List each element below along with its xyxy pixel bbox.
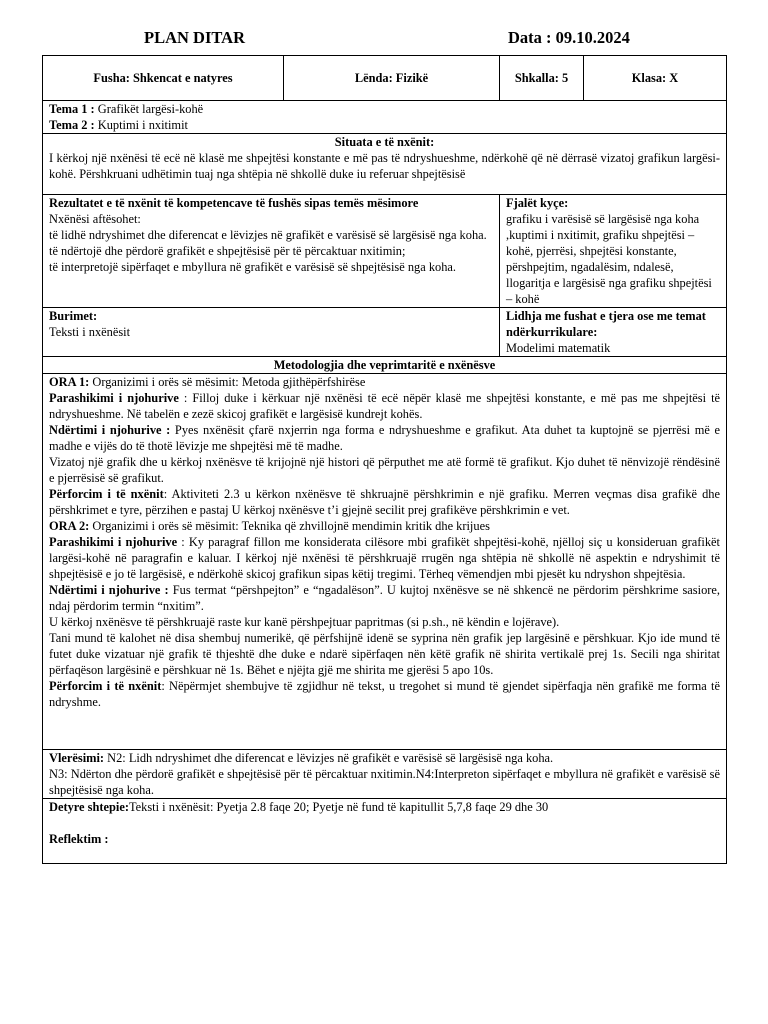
fjalet-text: grafiku i varësisë së largësisë nga koha ,kuptimi i nxitimit, grafiku shpejtësi – kohë, pjerrësi, shpejtësi konstante, përshpejtim, ngadalësim, ndalesë, llogaritja e largësisë nga grafiku shpejtësi – kohë — [506, 212, 712, 306]
tema-row — [43, 101, 727, 134]
rezultatet-line: të interpretojë sipërfaqet e mbyllura në grafikët e varësisë së shpejtësisë nga koha. — [49, 260, 457, 274]
metodologjia-paragraph: Përforcim i të nxënit: Aktiviteti 2.3 u kërkon nxënësve të shkruajnë përshkrimin e një grafiku. Merren veçmas disa grafikë dhe përshkrimet e tyre, përzihen e pastaj U kërkoj nxënësve t’i gjejnë secilit prej grafikëve përshkrimin e vet. — [49, 487, 720, 517]
burimet-text: Teksti i nxënësit — [49, 325, 131, 339]
document-date: Data : 09.10.2024 — [508, 28, 630, 47]
metodologjia-paragraph: Parashikimi i njohurive : Ky paragraf fillon me konsiderata cilësore mbi grafikët shpejtësi-kohë, njëlloj siç u konsideruan grafikët largësi-kohë në paragrafin e kaluar. I kërkoj një nxënësi të përshkruajë rrugën nga shtëpia në shkollë në aspektin e ndryshimit të shpejtësisë e jo të largësisë, e ndërkohë skicoj grafikun sipas këtij tregimi. Tërheq vëmendjen mbi pjesët ku ndryshon shpejtësia. — [49, 535, 721, 581]
fjalet-heading: Fjalët kyçe: — [506, 196, 569, 210]
rezultatet-cell — [43, 195, 500, 308]
lidhja-cell — [500, 308, 727, 357]
rezultatet-heading: Rezultatet e të nxënit të kompetencave të fushës sipas temës mësimore — [49, 196, 419, 210]
tema-2: Tema 2 : Kuptimi i nxitimit — [49, 118, 188, 132]
situata-row — [43, 134, 727, 195]
lenda-cell: Lënda: Fizikë — [284, 56, 500, 101]
klasa-cell: Klasa: X — [584, 56, 727, 101]
metodologjia-paragraph: Tani mund të kalohet në disa shembuj numerikë, që përfshijnë idenë se syprina nën grafik jep largësinë e përshkuar. Kjo ide mund të futet duke vizatuar një grafik të thjeshtë dhe duke e ndarë sipërfaqen nën këtë grafik në shirita vertikalë prej 1s. Secili nga shiritat përfaqëson largësinë e përshkuar në 1s. Bëhet e njëjta gjë me shirita me gjerësi 5 apo 10s. — [49, 631, 720, 677]
situata-cell — [43, 134, 727, 195]
shkalla-cell: Shkalla: 5 — [500, 56, 584, 101]
burimet-cell — [43, 308, 500, 357]
metodologjia-paragraph: Parashikimi i njohurive : Filloj duke i kërkuar një nxënësi të ecë nëpër klasë me shpejtësi konstante, e më pas me shpejtësi të ndryshueshme. Në tabelën e zezë skicoj grafikët e largësisë kundrejt kohës. — [49, 391, 721, 421]
lidhja-text: Modelimi matematik — [506, 341, 611, 355]
detyre-row — [43, 799, 727, 864]
metodologjia-paragraph: Vizatoj një grafik dhe u kërkoj nxënësve të krijojnë një histori që përputhet me atë formë të grafikut. Kjo duhet të nënvizojë rëndësinë e pjerrësisë së grafikut. — [49, 455, 720, 485]
lidhja-heading: Lidhja me fushat e tjera ose me temat ndërkurrikulare: — [506, 309, 706, 339]
metodologjia-paragraph: Ndërtimi i njohurive : Fus termat “përshpejton” e “ngadalëson”. U kujtoj nxënësve se në shkencë ne përdorim përshkrime sasiore, ndaj përdorim termin “nxitim”. — [49, 583, 720, 613]
burimet-row — [43, 308, 727, 357]
vleresimi-line: Vlerësimi: N2: Lidh ndryshimet dhe diferencat e lëvizjes në grafikët e varësisë së largësisë nga koha. — [49, 751, 554, 765]
metodologjia-paragraph: Përforcim i të nxënit: Nëpërmjet shembujve të zgjidhur në tekst, u tregohet si mund të gjendet sipërfaqja nën grafikë me forma të ndryshme. — [49, 679, 720, 709]
vleresimi-line: N3: Ndërton dhe përdorë grafikët e shpejtësisë për të përcaktuar nxitimin.N4:Interpreton sipërfaqet e mbyllura në grafikët e varësisë së shpejtësisë nga koha. — [49, 767, 720, 797]
table-header-row — [43, 56, 727, 101]
situata-text: I kërkoj një nxënësi të ecë në klasë me shpejtësi konstante e më pas të ndryshueshme, ndërkohë që në dërrasë vizatoj grafikun largësi-kohë. Përshkruani udhëtimin tuaj nga shtëpia në shkollë duke iu referuar shpejtësisë — [49, 151, 720, 181]
situata-heading: Situata e të nxënit: — [334, 135, 435, 149]
lesson-plan-table — [42, 55, 727, 864]
rezultatet-line: të lidhë ndryshimet dhe diferencat e lëvizjes në grafikët e varësisë së largësisë nga koha. — [49, 228, 487, 242]
vleresimi-cell — [43, 750, 727, 799]
tema-1: Tema 1 : Grafikët largësi-kohë — [49, 102, 204, 116]
rezultatet-row — [43, 195, 727, 308]
fjalet-cell — [500, 195, 727, 308]
vleresimi-row — [43, 750, 727, 799]
metodologjia-paragraph: ORA 2: Organizimi i orës së mësimit: Teknika që zhvillojnë mendimin kritik dhe krijues — [49, 519, 490, 533]
metodologjia-paragraph: ORA 1: Organizimi i orës së mësimit: Metoda gjithëpërfshirëse — [49, 375, 366, 389]
fusha-cell: Fusha: Shkencat e natyres — [43, 56, 284, 101]
detyre-shtepie: Detyre shtepie:Teksti i nxënësit: Pyetja 2.8 faqe 20; Pyetje në fund të kapitullit 5,7,8 faqe 29 dhe 30 — [49, 800, 549, 814]
rezultatet-line: Nxënësi aftësohet: — [49, 212, 141, 226]
detyre-cell — [43, 799, 727, 864]
metodologjia-heading-row — [43, 357, 727, 374]
metodologjia-cell — [43, 374, 727, 750]
rezultatet-line: të ndërtojë dhe përdorë grafikët e shpejtësisë për të përcaktuar nxitimin; — [49, 244, 406, 258]
metodologjia-heading: Metodologjia dhe veprimtaritë e nxënësve — [43, 357, 727, 374]
metodologjia-row — [43, 374, 727, 750]
reflektim-label: Reflektim : — [49, 832, 109, 846]
metodologjia-paragraph: U kërkoj nxënësve të përshkruajë raste kur kanë përshpejtuar papritmas (si p.sh., në këndin e lojërave). — [49, 615, 560, 629]
document-title: PLAN DITAR — [144, 28, 245, 47]
metodologjia-paragraph: Ndërtimi i njohurive : Pyes nxënësit çfarë nxjerrin nga forma e ndryshueshme e grafikut. Ata duhet ta kuptojnë se pjerrësi më e madhe e vijës do të thotë lëvizje me shpejtësi më të madhe. — [49, 423, 720, 453]
tema-cell — [43, 101, 727, 134]
burimet-heading: Burimet: — [49, 309, 98, 323]
